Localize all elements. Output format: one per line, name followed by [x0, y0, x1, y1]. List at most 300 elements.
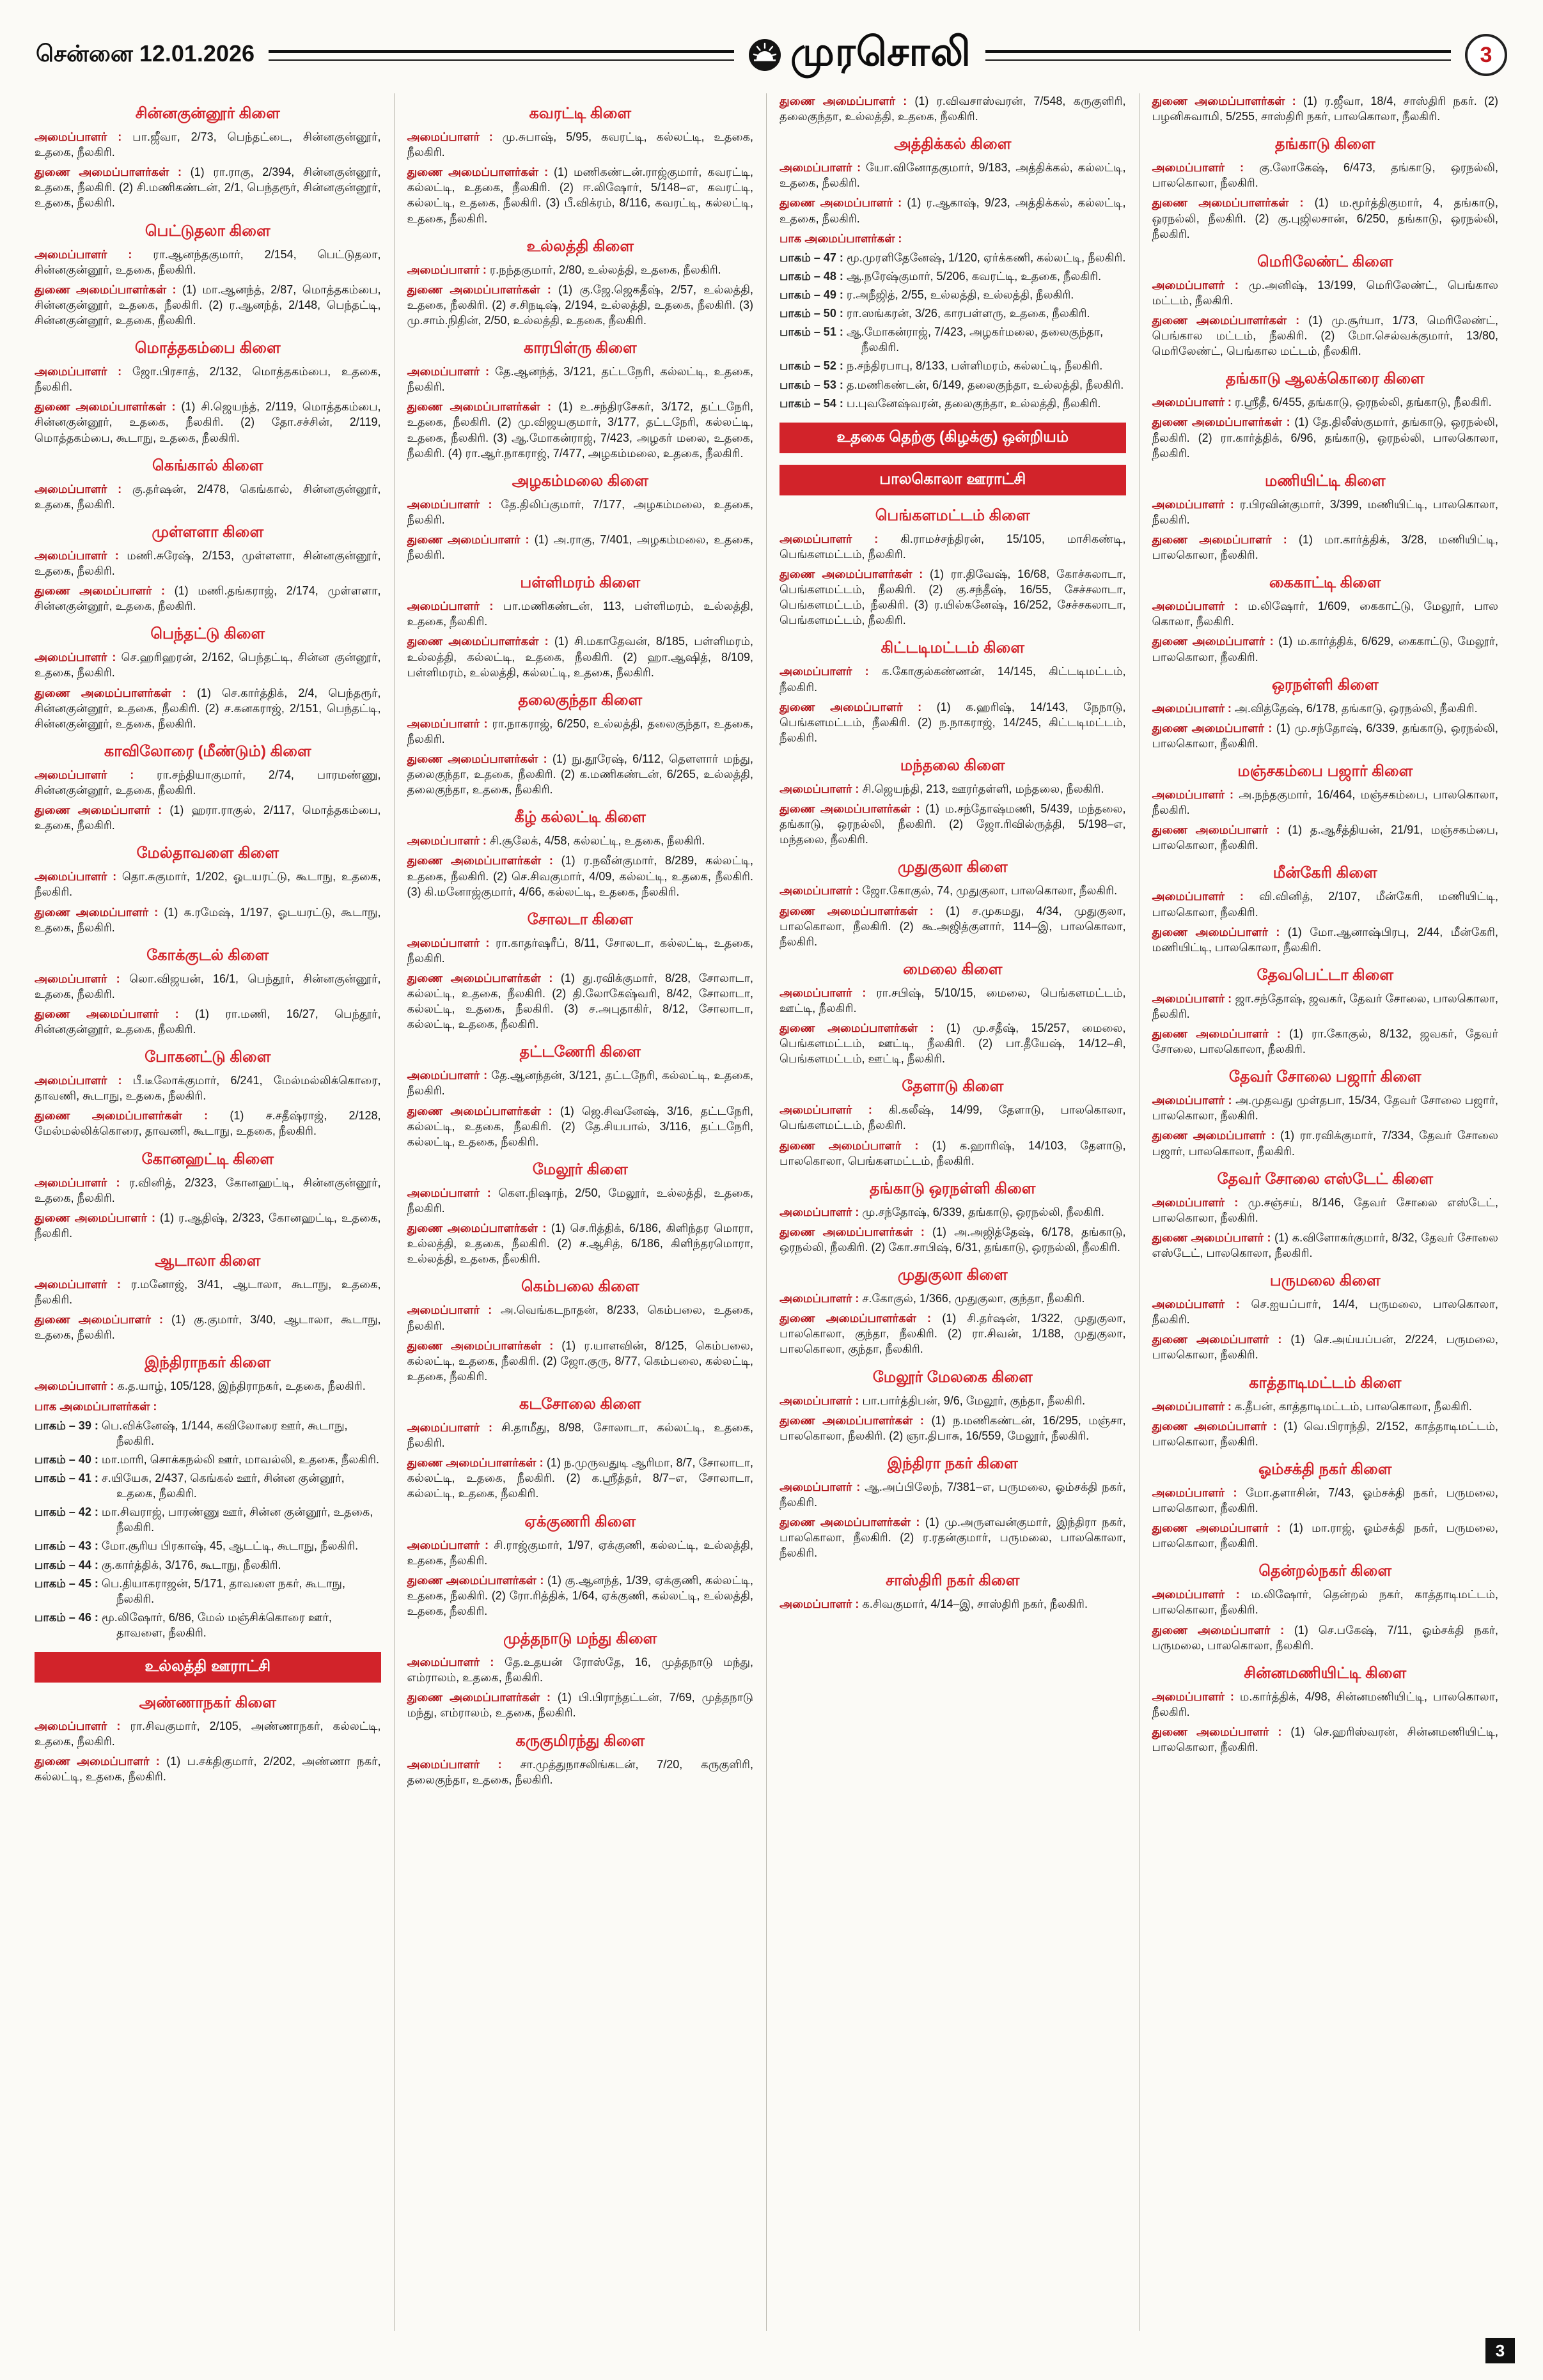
entry-paragraph: அமைப்பாளர் : மணி.சுரேஷ், 2/153, முள்ளளா, சின்னகுன்னூர், உதகை, நீலகிரி. — [35, 548, 381, 577]
entry-paragraph: துணை அமைப்பாளர் : (1) க.ஹாரிஷ், 14/103, தேளாடு, பாலகொலா, பெங்களமட்டம், நீலகிரி. — [779, 1139, 1126, 1167]
entry-label: அமைப்பாளர் : — [1152, 701, 1235, 715]
branch-heading: தேளாடு கிளை — [902, 1078, 1004, 1096]
branch-heading: கீழ் கல்லட்டி கிளை — [514, 809, 646, 827]
branch-heading: இந்திராநகர் கிளை — [145, 1354, 271, 1372]
entry-label: அமைப்பாளர் : — [779, 1598, 863, 1611]
entry-label: துணை அமைப்பாளர்கள் : — [407, 166, 554, 179]
branch-heading: அத்திக்கல் கிளை — [894, 136, 1012, 153]
entry-paragraph: அமைப்பாளர் : தே.ஆனந்தன், 3/121, தட்டநேரி, கல்லட்டி, உதகை, நீலகிரி. — [407, 1069, 753, 1098]
branch-heading: கோக்குடல் கிளை — [146, 946, 269, 964]
entry-label: அமைப்பாளர் : — [35, 130, 133, 143]
entry-label: அமைப்பாளர் : — [1152, 992, 1235, 1005]
part-label: பாகம் – 43 : — [35, 1539, 98, 1553]
entry-label: அமைப்பாளர் : — [779, 986, 877, 999]
entry-paragraph: அமைப்பாளர் : சி.ஜெயந்தி, 213, ஊரர்தள்ளி, மந்தலை, நீலகிரி. — [779, 782, 1104, 795]
entry-paragraph: அமைப்பாளர் : தே.உதயன் ரோஸ்தே, 16, முத்தநாடு மந்து, எம்ராலம், உதகை, நீலகிரி. — [407, 1656, 753, 1684]
entry-label: அமைப்பாளர் : — [779, 665, 882, 678]
entry-paragraph: துணை அமைப்பாளர் : (1) ம.கார்த்திக், 6/629, கைகாட்டு, மேலூர், பாலகொலா, நீலகிரி. — [1152, 635, 1498, 664]
entry-label: அமைப்பாளர் : — [35, 482, 132, 495]
entry-label: துணை அமைப்பாளர் : — [35, 1755, 167, 1768]
entry-paragraph: அமைப்பாளர் : ர.நந்தகுமார், 2/80, உல்லத்தி, உதகை, நீலகிரி. — [407, 263, 721, 276]
branch-heading: பருமலை கிளை — [1269, 1272, 1381, 1290]
entry-paragraph: அமைப்பாளர் : வி.வினித், 2/107, மீன்கேரி, மணியிட்டி, பாலகொலா, நீலகிரி. — [1152, 890, 1499, 919]
entry-paragraph: அமைப்பாளர் : தே.ஆனந்த், 3/121, தட்டநேரி, கல்லட்டி, உதகை, நீலகிரி. — [407, 365, 753, 394]
entry-paragraph: அமைப்பாளர் : கி.கலீஷ், 14/99, தேளாடு, பாலகொலா, பெங்களமட்டம், நீலகிரி. — [779, 1103, 1126, 1132]
entry-label: அமைப்பாளர் : — [407, 1538, 494, 1552]
entry-label: அமைப்பாளர் : — [1152, 278, 1249, 292]
entry-paragraph: அமைப்பாளர் : க.சிவகுமார், 4/14–இ, சாஸ்திரி நகர், நீலகிரி. — [779, 1598, 1088, 1611]
branch-heading: மெரிலேண்ட் கிளை — [1257, 253, 1393, 270]
entry-label: அமைப்பாளர் : — [1152, 1195, 1248, 1209]
branch-heading: தங்காடு கிளை — [1274, 136, 1375, 153]
entry-paragraph: துணை அமைப்பாளர் : (1) அ.ராகு, 7/401, அழகம்மலை, உதகை, நீலகிரி. — [407, 533, 753, 562]
entry-label: துணை அமைப்பாளர்கள் : — [35, 166, 191, 179]
entry-label: துணை அமைப்பாளர்கள் : — [407, 635, 554, 648]
entry-label: துணை அமைப்பாளர் : — [1152, 533, 1299, 546]
entry-label: துணை அமைப்பாளர் : — [1152, 823, 1288, 837]
entry-paragraph: அமைப்பாளர் : ரா.சபிஷ், 5/10/15, மைலை, பெங்களமட்டம், ஊட்டி, நீலகிரி. — [779, 986, 1126, 1015]
branch-heading: மொத்தகம்பை கிளை — [134, 339, 281, 357]
part-label: பாகம் – 48 : — [779, 269, 843, 283]
news-column-1 — [32, 93, 395, 2331]
entry-paragraph: அமைப்பாளர் : ரா.நாகராஜ், 6/250, உல்லத்தி, தலைகுந்தா, உதகை, நீலகிரி. — [407, 717, 753, 745]
entry-paragraph: துணை அமைப்பாளர்கள் : (1) ந.முருவதுடி ஆரிமா, 8/7, சோலாடா, கல்லட்டி, உதகை, நீலகிரி. (2) க.ஸ்ரீத்தர், 8/7–எ, சோலாடா, கல்லட்டி, உதகை, நீலகிரி. — [407, 1456, 753, 1500]
branch-heading: மணியிட்டி கிளை — [1264, 472, 1386, 490]
group-label-text: பாக அமைப்பாளர்கள் : — [779, 231, 902, 245]
branch-heading: தேவர் சோலை எஸ்டேட் கிளை — [1217, 1170, 1433, 1188]
entry-label: துணை அமைப்பாளர்கள் : — [407, 400, 559, 414]
entry-paragraph: துணை அமைப்பாளர்கள் : (1) ச.முகமது, 4/34, முதுகுலா, பாலகொலா, நீலகிரி. (2) கூ.அஜித்குளார், 114–இ, பாலகொலா, நீலகிரி. — [779, 904, 1126, 948]
branch-heading: மேலூர் மேலகை கிளை — [872, 1368, 1033, 1386]
entry-label: அமைப்பாளர் : — [407, 1186, 499, 1199]
entry-label: அமைப்பாளர் : — [779, 782, 863, 795]
branch-heading: தங்காடு ஆலக்கொரை கிளை — [1225, 370, 1425, 388]
entry-paragraph: அமைப்பாளர் : சி.தாமீது, 8/98, சோலாடா, கல்லட்டி, உதகை, நீலகிரி. — [407, 1421, 753, 1450]
branch-heading: ஓம்சக்தி நகர் கிளை — [1258, 1460, 1392, 1478]
entry-label: அமைப்பாளர் : — [1152, 890, 1259, 903]
entry-paragraph: துணை அமைப்பாளர்கள் : (1) ரா.ராகு, 2/394, சின்னகுன்னூர், உதகை, நீலகிரி. (2) சி.மணிகண்டன், 2/1, பெந்தரூர், சின்னகுன்னூர், உதகை, நீலகிரி. — [35, 166, 381, 210]
masthead-rule-left — [269, 50, 734, 61]
entry-paragraph: துணை அமைப்பாளர்கள் : (1) ம.மூர்த்திகுமார், 4, தங்காடு, ஒரநல்லி, நீலகிரி. (2) கு.புஜிலசான், 6/250, தங்காடு, ஒரநல்லி, நீலகிரி. — [1152, 196, 1498, 240]
entry-paragraph: துணை அமைப்பாளர்கள் : (1) நு.தூரேஷ், 6/112, தௌளார் மந்து, தலைகுந்தா, உதகை, நீலகிரி. (2) க.மணிகண்டன், 6/265, உல்லத்தி, தலைகுந்தா, உதகை, நீலகிரி. — [407, 752, 753, 797]
entry-paragraph: அமைப்பாளர் : ஆ.அப்பிலேந், 7/381–எ, பருமலை, ஓம்சக்தி நகர், நீலகிரி. — [779, 1480, 1126, 1509]
entry-label: துணை அமைப்பாளர்கள் : — [35, 1109, 230, 1123]
section-banner: உதகை தெற்கு (கிழக்கு) ஒன்றியம் — [779, 423, 1126, 453]
branch-heading: ஏக்குணரி கிளை — [524, 1513, 636, 1530]
entry-paragraph: அமைப்பாளர் : ஜோ.பிரசாத், 2/132, மொத்தகம்பை, உதகை, நீலகிரி. — [35, 365, 381, 394]
entry-label: துணை அமைப்பாளர்கள் : — [35, 283, 182, 296]
entry-label: அமைப்பாளர் : — [1152, 161, 1260, 175]
entry-label: துணை அமைப்பாளர் : — [35, 804, 170, 817]
entry-paragraph: துணை அமைப்பாளர்கள் : (1) ந.மணிகண்டன், 16/295, மஞ்சா, பாலகொலா, நீலகிரி. (2) ஞா.திபாசு, 16/559, மேலூர், நீலகிரி. — [779, 1413, 1126, 1442]
branch-heading: மைலை கிளை — [903, 960, 1003, 978]
entry-label: துணை அமைப்பாளர் : — [1152, 1129, 1281, 1142]
entry-label: துணை அமைப்பாளர் : — [1152, 1725, 1291, 1738]
news-column-2 — [395, 93, 767, 2331]
page-number-badge: 3 — [1465, 34, 1507, 76]
entry-label: அமைப்பாளர் : — [779, 1394, 863, 1407]
entry-label: துணை அமைப்பாளர்கள் : — [407, 854, 561, 867]
branch-heading: போகனட்டு கிளை — [145, 1048, 271, 1066]
entry-paragraph: துணை அமைப்பாளர் : (1) செ.பகேஷ், 7/11, ஓம்சக்தி நகர், பருமலை, பாலகொலா, நீலகிரி. — [1152, 1623, 1498, 1652]
part-entry: பாகம் – 42 : மா.சிவராஜ், பாரண்ணு ஊர், சின்ன குன்னூர், உதகை, நீலகிரி. — [35, 1505, 373, 1534]
entry-paragraph: துணை அமைப்பாளர் : (1) மா.கார்த்திக், 3/28, மணியிட்டி, பாலகொலா, நீலகிரி. — [1152, 533, 1498, 562]
part-label: பாகம் – 51 : — [779, 325, 843, 339]
entry-paragraph: அமைப்பாளர் : பா.மணிகண்டன், 113, பள்ளிமரம், உல்லத்தி, உதகை, நீலகிரி. — [407, 600, 753, 628]
part-label: பாகம் – 42 : — [35, 1505, 98, 1519]
entry-label: துணை அமைப்பாளர் : — [1152, 1419, 1283, 1433]
part-label: பாகம் – 46 : — [35, 1610, 98, 1624]
entry-paragraph: துணை அமைப்பாளர்கள் : (1) சி.ஜெயந்த், 2/119, மொத்தகம்பை, சின்னகுன்னூர், உதகை, நீலகிரி. (2) தோ.சச்சின், 2/119, மொத்தகம்பை, கூடாநு, உதகை, நீலகிரி. — [35, 400, 381, 444]
entry-label: அமைப்பாளர் : — [35, 1176, 129, 1189]
masthead — [0, 0, 1543, 89]
entry-label: அமைப்பாளர் : — [779, 1292, 863, 1305]
entry-label: துணை அமைப்பாளர்கள் : — [779, 1413, 932, 1427]
entry-label: துணை அமைப்பாளர்கள் : — [1152, 313, 1309, 327]
entry-paragraph: துணை அமைப்பாளர் : (1) வெ.பிராந்தி, 2/152, காத்தாடிமட்டம், பாலகொலா, நீலகிரி. — [1152, 1419, 1498, 1448]
section-banner: பாலகொலா ஊராட்சி — [779, 465, 1126, 495]
entry-label: அமைப்பாளர் : — [1152, 497, 1240, 511]
branch-heading: சின்னகுன்னூர் கிளை — [135, 105, 280, 122]
entry-paragraph: துணை அமைப்பாளர் : (1) க.ஹரிஷ், 14/143, நேநாடு, பெங்களமட்டம், நீலகிரி. (2) ந.நாகராஜ், 14/245, கிட்டடிமட்டம், நீலகிரி. — [779, 700, 1126, 744]
entry-paragraph: துணை அமைப்பாளர் : (1) ரா.மணி, 16/27, பெந்தூர், சின்னகுன்னூர், உதகை, நீலகிரி. — [35, 1007, 381, 1036]
entry-paragraph: துணை அமைப்பாளர் : (1) கு.குமார், 3/40, ஆடாலா, கூடாநு, உதகை, நீலகிரி. — [35, 1313, 381, 1342]
entry-paragraph: துணை அமைப்பாளர்கள் : (1) மு.சதீஷ், 15/257, மைலை, பெங்களமட்டம், ஊட்டி, நீலகிரி. (2) பா.தீயேஷ், 14/12–சி, பெங்களமட்டம், ஊட்டி, நீலகிரி. — [779, 1022, 1126, 1066]
part-label: பாகம் – 39 : — [35, 1419, 98, 1432]
entry-paragraph: அமைப்பாளர் : ம.லிஷோர், 1/609, கைகாட்டு, மேலூர், பால கொலா, நீலகிரி. — [1152, 600, 1498, 628]
paper-logo — [748, 29, 971, 81]
branch-heading: முத்தநாடு மந்து கிளை — [503, 1630, 657, 1648]
group-label — [779, 231, 1126, 246]
entry-paragraph: அமைப்பாளர் : அ.நந்தகுமார், 16/464, மஞ்சகம்பை, பாலகொலா, நீலகிரி. — [1152, 788, 1498, 817]
entry-label: துணை அமைப்பாளர்கள் : — [1152, 416, 1295, 429]
entry-label: அமைப்பாளர் : — [1152, 396, 1235, 409]
entry-label: துணை அமைப்பாளர் : — [1152, 1521, 1289, 1535]
entry-paragraph: அமைப்பாளர் : மோ.தளாசின், 7/43, ஓம்சக்தி நகர், பருமலை, பாலகொலா, நீலகிரி. — [1152, 1486, 1499, 1515]
entry-label: அமைப்பாளர் : — [407, 1303, 501, 1317]
entry-paragraph: அமைப்பாளர் : ர.மனோஜ், 3/41, ஆடாலா, கூடாநு, உதகை, நீலகிரி. — [35, 1278, 381, 1307]
entry-label: துணை அமைப்பாளர் : — [35, 1211, 160, 1224]
entry-label: அமைப்பாளர் : — [35, 768, 157, 781]
entry-label: துணை அமைப்பாளர் : — [35, 1007, 196, 1020]
entry-label: அமைப்பாளர் : — [35, 548, 127, 562]
entry-paragraph: அமைப்பாளர் : மு.சஞ்சய், 8/146, தேவர் சோலை எஸ்டேட், பாலகொலா, நீலகிரி. — [1152, 1195, 1498, 1224]
entry-paragraph: அமைப்பாளர் : கௌ.நிஷாந், 2/50, மேலூர், உல்லத்தி, உதகை, நீலகிரி. — [407, 1186, 753, 1215]
entry-label: துணை அமைப்பாளர் : — [1152, 1623, 1294, 1637]
entry-label: துணை அமைப்பாளர் : — [1152, 721, 1276, 735]
entry-label: அமைப்பாளர் : — [407, 936, 496, 949]
entry-paragraph: அமைப்பாளர் : சா.முத்துநாசலிங்கடன், 7/20, கருகுளிரி, தலைகுந்தா, உதகை, நீலகிரி. — [407, 1757, 753, 1786]
entry-paragraph: துணை அமைப்பாளர் : (1) ர.ஆகாஷ், 9/23, அத்திக்கல், கல்லட்டி, உதகை, நீலகிரி. — [779, 196, 1126, 225]
entry-label: துணை அமைப்பாளர் : — [779, 196, 907, 210]
entry-label: அமைப்பாளர் : — [35, 247, 153, 261]
branch-heading: கடசோலை கிளை — [519, 1396, 641, 1413]
entry-label: அமைப்பாளர் : — [407, 497, 501, 511]
branch-heading: பெந்தட்டு கிளை — [150, 625, 265, 643]
entry-paragraph: அமைப்பாளர் : மு.சந்தோஷ், 6/339, தங்காடு, ஒரநல்லி, நீலகிரி. — [779, 1205, 1104, 1218]
entry-label: அமைப்பாளர் : — [779, 161, 866, 175]
entry-paragraph: அமைப்பாளர் : சி.ராஜ்குமார், 1/97, ஏக்குணி, கல்லட்டி, உல்லத்தி, உதகை, நீலகிரி. — [407, 1538, 753, 1567]
entry-paragraph: துணை அமைப்பாளர்கள் : (1) கு.ஜே.ஜெகதீஷ், 2/57, உல்லத்தி, உதகை, நீலகிரி. (2) ச.சிநடிஷ், 2/194, உல்லத்தி, உதகை, நீலகிரி. (3) மு.சாம்.நிதின், 2/50, உல்லத்தி, உதகை, நீலகிரி. — [407, 283, 753, 327]
entry-label: துணை அமைப்பாளர்கள் : — [407, 1222, 551, 1235]
section-banner: உல்லத்தி ஊராட்சி — [35, 1652, 381, 1683]
entry-label: துணை அமைப்பாளர்கள் : — [35, 686, 197, 699]
part-label: பாகம் – 53 : — [779, 378, 843, 391]
entry-label: அமைப்பாளர் : — [35, 870, 122, 883]
part-label: பாகம் – 45 : — [35, 1576, 98, 1590]
entry-paragraph: அமைப்பாளர் : யோ.வினோதகுமார், 9/183, அத்திக்கல், கல்லட்டி, உதகை, நீலகிரி. — [779, 161, 1126, 190]
entry-paragraph: அமைப்பாளர் : செ.ஐயப்பார், 14/4, பருமலை, பாலகொலா, நீலகிரி. — [1152, 1298, 1499, 1326]
entry-paragraph: துணை அமைப்பாளர்கள் : (1) மணிகண்டன்.ராஜ்குமார், கவரட்டி, கல்லட்டி, உதகை, நீலகிரி. (2) ஈ.லிஷோர், 5/148–எ, கவரட்டி, கல்லட்டி, உதகை, நீலகிரி. (3) பீ.விக்ரம், 8/116, கவரட்டி, கல்லட்டி, உதகை, நீலகிரி. — [407, 166, 753, 225]
branch-heading: இந்திரா நகர் கிளை — [887, 1454, 1018, 1472]
entry-label: துணை அமைப்பாளர் : — [407, 533, 535, 546]
branch-heading: தங்காடு ஒரநள்ளி கிளை — [870, 1179, 1036, 1197]
news-column-4 — [1140, 93, 1512, 2331]
entry-label: அமைப்பாளர் : — [407, 834, 490, 848]
part-label: பாகம் – 50 : — [779, 307, 843, 320]
branch-heading: கெம்பலை கிளை — [521, 1278, 639, 1296]
entry-label: அமைப்பாளர் : — [1152, 1690, 1240, 1703]
entry-label: அமைப்பாளர் : — [407, 1421, 502, 1435]
entry-paragraph: அமைப்பாளர் : ஜோ.கோகுல், 74, முதுகுலா, பாலகொலா, நீலகிரி. — [779, 884, 1118, 898]
entry-label: துணை அமைப்பாளர் : — [779, 1139, 932, 1152]
dateline: சென்னை 12.01.2026 — [36, 40, 255, 66]
entry-paragraph: அமைப்பாளர் : ர.பிரவின்குமார், 3/399, மணியிட்டி, பாலகொலா, நீலகிரி. — [1152, 497, 1498, 526]
entry-paragraph: அமைப்பாளர் : அ.வித்தேஷ், 6/178, தங்காடு, ஒரநல்லி, நீலகிரி. — [1152, 701, 1478, 715]
entry-label: அமைப்பாளர் : — [1152, 1094, 1236, 1107]
entry-paragraph: துணை அமைப்பாளர் : (1) சு.ரமேஷ், 1/197, ஓடயரட்டு, கூடாநு, உதகை, நீலகிரி. — [35, 905, 381, 934]
part-label: பாகம் – 49 : — [779, 288, 843, 301]
branch-heading: கிட்டடிமட்டம் கிளை — [881, 639, 1024, 657]
paper-title: முரசொலி — [790, 30, 972, 74]
entry-paragraph: அமைப்பாளர் : மு.அனிஷ், 13/199, மெரிலேண்ட், பெங்கால மட்டம், நீலகிரி. — [1152, 278, 1499, 307]
part-entry: பாகம் – 46 : மூ.லிஷோர், 6/86, மேல் மஞ்சிக்கொரை ஊர், தாவளை, நீலகிரி. — [35, 1610, 332, 1639]
part-entry: பாகம் – 40 : மா.மாரி, சொக்கநல்லி ஊர், மாவல்லி, உதகை, நீலகிரி. — [35, 1452, 380, 1466]
branch-heading: தேவர் சோலை பஜார் கிளை — [1228, 1068, 1422, 1086]
entry-paragraph: அமைப்பாளர் : கி.ராமச்சந்திரன், 15/105, மாசிகண்டி, பெங்களமட்டம், நீலகிரி. — [779, 532, 1126, 561]
entry-paragraph: அமைப்பாளர் : கு.தர்ஷன், 2/478, கெங்கால், சின்னகுன்னூர், உதகை, நீலகிரி. — [35, 482, 381, 511]
entry-label: துணை அமைப்பாளர்கள் : — [779, 802, 926, 816]
part-entry: பாகம் – 49 : ர.அநீஜித், 2/55, உல்லத்தி, உல்லத்தி, நீலகிரி. — [779, 288, 1074, 301]
entry-paragraph: அமைப்பாளர் : ம.கார்த்திக், 4/98, சின்னமணியிட்டி, பாலகொலா, நீலகிரி. — [1152, 1690, 1499, 1718]
entry-paragraph: அமைப்பாளர் : சி.சூலேக், 4/58, கல்லட்டி, உதகை, நீலகிரி. — [407, 834, 705, 848]
entry-paragraph: துணை அமைப்பாளர் : (1) மணி.தங்கராஜ், 2/174, முள்ளளா, சின்னகுன்னூர், உதகை, நீலகிரி. — [35, 584, 381, 613]
part-entry: பாகம் – 47 : மூ.முரளிதேனேஷ், 1/120, ஏர்க்கணி, கல்லட்டி, நீலகிரி. — [779, 251, 1126, 264]
entry-paragraph: துணை அமைப்பாளர்கள் : (1) தே.திலீஸ்குமார், தங்காடு, ஒரநல்லி, நீலகிரி. (2) ரா.கார்த்திக், 6/96, தங்காடு, ஒரநல்லி, பாலகொலா, நீலகிரி. — [1152, 416, 1498, 460]
entry-paragraph: துணை அமைப்பாளர்கள் : (1) ர.நவீன்குமார், 8/289, கல்லட்டி, உதகை, நீலகிரி. (2) செ.சிவகுமார், 4/09, கல்லட்டி, உதகை, நீலகிரி. (3) கி.மனோஜ்குமார், 4/66, கல்லட்டி, உதகை, நீலகிரி. — [407, 854, 753, 898]
entry-paragraph: துணை அமைப்பாளர்கள் : (1) ர.ஜீவா, 18/4, சாஸ்திரி நகர். (2) பழனிசுவாமி, 5/255, சாஸ்திரி நகர், பாலகொலா, நீலகிரி. — [1152, 95, 1498, 123]
branch-heading: ஆடாலா கிளை — [155, 1252, 261, 1270]
entry-label: துணை அமைப்பாளர் : — [1152, 635, 1279, 648]
branch-heading: தேவபெட்டா கிளை — [1257, 966, 1394, 984]
branch-heading: காத்தாடிமட்டம் கிளை — [1249, 1374, 1402, 1392]
part-label: பாகம் – 40 : — [35, 1452, 98, 1466]
entry-label: அமைப்பாளர் : — [1152, 1588, 1251, 1601]
entry-label: அமைப்பாளர் : — [1152, 788, 1239, 801]
entry-label: அமைப்பாளர் : — [779, 884, 863, 898]
entry-label: துணை அமைப்பாளர் : — [779, 95, 915, 107]
entry-paragraph: துணை அமைப்பாளர்கள் : (1) சி.தர்ஷன், 1/322, முதுகுலா, பாலகொலா, குந்தா, நீலகிரி. (2) ரா.சிவன், 1/188, முதுகுலா, பாலகொலா, குந்தா, நீலகிரி. — [779, 1312, 1126, 1356]
masthead-rule-right — [985, 50, 1451, 61]
branch-heading: சாஸ்திரி நகர் கிளை — [886, 1572, 1020, 1590]
entry-label: அமைப்பாளர் : — [779, 1205, 863, 1218]
entry-label: துணை அமைப்பாளர் : — [779, 700, 937, 713]
part-entry: பாகம் – 52 : ந.சந்திரபாபு, 8/133, பள்ளிமரம், கல்லட்டி, நீலகிரி. — [779, 359, 1103, 373]
entry-paragraph: துணை அமைப்பாளர்கள் : (1) ஜெ.சிவனேஷ், 3/16, தட்டநேரி, கல்லட்டி, உதகை, நீலகிரி. (2) தே.சியபால், 3/116, தட்டநேரி, கல்லட்டி, உதகை, நீலகிரி. — [407, 1104, 753, 1148]
part-entry: பாகம் – 39 : பெ.விக்னேஷ், 1/144, கவிலோரை ஊர், கூடாநு, நீலகிரி. — [35, 1419, 348, 1447]
part-label: பாகம் – 41 : — [35, 1472, 98, 1485]
entry-paragraph: அமைப்பாளர் : செ.ஹரிஹரன், 2/162, பெந்தட்டி, சின்ன குன்னூர், உதகை, நீலகிரி. — [35, 651, 381, 680]
entry-paragraph: துணை அமைப்பாளர்கள் : (1) மா.ஆனந்த், 2/87, மொத்தகம்பை, சின்னகுன்னூர், உதகை, நீலகிரி. (2) ர.ஆனந்த், 2/148, பெந்தட்டி, சின்னகுன்னூர், உதகை, நீலகிரி. — [35, 283, 381, 327]
entry-paragraph: அமைப்பாளர் : க.த.யாழ், 105/128, இந்திராநகர், உதகை, நீலகிரி. — [35, 1380, 366, 1393]
part-entry: பாகம் – 53 : த.மணிகண்டன், 6/149, தலைகுந்தா, உல்லத்தி, நீலகிரி. — [779, 378, 1124, 391]
branch-heading: மேல்தாவளை கிளை — [136, 844, 279, 862]
entry-label: அமைப்பாளர் : — [35, 972, 129, 985]
part-entry: பாகம் – 50 : ரா.ஸங்கரன், 3/26, காரபள்ளரு, உதகை, நீலகிரி. — [779, 307, 1090, 320]
branch-heading: கைகாட்டி கிளை — [1269, 574, 1381, 592]
entry-paragraph: அமைப்பாளர் : க.தீபன், காத்தாடிமட்டம், பாலகொலா, நீலகிரி. — [1152, 1399, 1472, 1413]
part-label: பாகம் – 54 : — [779, 396, 843, 410]
entry-paragraph: அமைப்பாளர் : ர.ஸ்ரீதீ, 6/455, தங்காடு, ஒரநல்லி, தங்காடு, நீலகிரி. — [1152, 396, 1492, 409]
branch-heading: மந்தலை கிளை — [900, 756, 1005, 774]
entry-paragraph: துணை அமைப்பாளர்கள் : (1) கு.ஆனந்த், 1/39, ஏக்குணி, கல்லட்டி, உதகை, நீலகிரி. (2) ரோ.ரித்திக், 1/64, ஏக்குணி, கல்லட்டி, உல்லத்தி, உதகை, நீலகிரி. — [407, 1573, 753, 1617]
entry-label: துணை அமைப்பாளர்கள் : — [779, 1225, 932, 1238]
group-label-text: பாக அமைப்பாளர்கள் : — [35, 1399, 157, 1413]
entry-paragraph: துணை அமைப்பாளர் : (1) ர.ஆதிஷ், 2/323, கோனஹட்டி, உதகை, நீலகிரி. — [35, 1211, 381, 1240]
entry-paragraph: அமைப்பாளர் : அ.வெங்கடநாதன், 8/233, கெம்பலை, உதகை, நீலகிரி. — [407, 1303, 754, 1332]
branch-heading: கோனஹட்டி கிளை — [141, 1150, 274, 1168]
entry-paragraph: துணை அமைப்பாளர் : (1) மோ.ஆனாஷ்பிரபு, 2/44, மீன்கேரி, மணியிட்டி, பாலகொலா, நீலகிரி. — [1152, 925, 1499, 954]
entry-paragraph: துணை அமைப்பாளர்கள் : (1) அ.அஜித்தேஷ், 6/178, தங்காடு, ஒரநல்லி, நீலகிரி. (2) கோ.சாபிஷ், 6/31, தங்காடு, ஒரநல்லி, நீலகிரி. — [779, 1225, 1126, 1254]
news-column-3 — [767, 93, 1140, 2331]
entry-paragraph: அமைப்பாளர் : ர.வினித், 2/323, கோனஹட்டி, சின்னகுன்னூர், உதகை, நீலகிரி. — [35, 1176, 381, 1204]
entry-label: துணை அமைப்பாளர் : — [1152, 925, 1288, 938]
entry-label: அமைப்பாளர் : — [35, 1278, 131, 1291]
entry-paragraph: துணை அமைப்பாளர் : (1) க.விளோகர்குமார், 8/32, தேவர் சோலை எஸ்டேட், பாலகொலா, நீலகிரி. — [1152, 1231, 1499, 1260]
entry-label: துணை அமைப்பாளர் : — [35, 584, 175, 598]
entry-paragraph: துணை அமைப்பாளர்கள் : (1) செ.ரித்திக், 6/186, கிளிந்தர மொரா, உல்லத்தி, உதகை, நீலகிரி. (2) ச.ஆசித், 6/186, கிளிந்தரமொரா, உல்லத்தி, உதகை, நீலகிரி. — [407, 1222, 753, 1266]
part-entry: பாகம் – 45 : பெ.தியாகராஜன், 5/171, தாவளை நகர், கூடாநு, நீலகிரி. — [35, 1576, 345, 1605]
branch-heading: முதுகுலா கிளை — [897, 1266, 1008, 1284]
entry-label: அமைப்பாளர் : — [407, 365, 496, 378]
entry-paragraph: துணை அமைப்பாளர்கள் : (1) மு.சூர்யா, 1/73, மெரிலேண்ட், பெங்கால மட்டம், நீலகிரி. (2) மோ.செல்வக்குமார், 13/80, மெரிலேண்ட், பெங்கால மட்டம், நீலகிரி. — [1152, 313, 1498, 358]
entry-label: அமைப்பாளர் : — [1152, 600, 1248, 613]
entry-label: அமைப்பாளர் : — [407, 717, 492, 730]
entry-paragraph: துணை அமைப்பாளர்கள் : (1) து.ரவிக்குமார், 8/28, சோலாடா, கல்லட்டி, உதகை, நீலகிரி. (2) தி.லோகேஷ்வரி, 8/42, சோலாடா, கல்லட்டி, உதகை, நீலகிரி. (3) ச.அபுதாகிர், 8/12, சோலாடா, கல்லட்டி, உதகை, நீலகிரி. — [407, 971, 753, 1031]
entry-label: அமைப்பாளர் : — [407, 1757, 521, 1771]
branch-heading: முதுகுலா கிளை — [897, 859, 1008, 876]
branch-heading: சின்னமணியிட்டி கிளை — [1244, 1664, 1407, 1682]
entry-paragraph: அமைப்பாளர் : பா.ஜீவா, 2/73, பெந்தட்டை, சின்னகுன்னூர், உதகை, நீலகிரி. — [35, 130, 381, 159]
entry-label: துணை அமைப்பாளர்கள் : — [779, 1312, 943, 1325]
part-label: பாகம் – 44 : — [35, 1558, 98, 1571]
entry-paragraph: துணை அமைப்பாளர் : (1) ரா.கோகுல், 8/132, ஜவகர், தேவர் சோலை, பாலகொலா, நீலகிரி. — [1152, 1027, 1498, 1056]
branch-heading: பள்ளிமரம் கிளை — [520, 574, 641, 592]
part-entry: பாகம் – 48 : ஆ.நரேஷ்குமார், 5/206, கவரட்டி, உதகை, நீலகிரி. — [779, 269, 1102, 283]
entry-label: துணை அமைப்பாளர்கள் : — [779, 904, 946, 917]
entry-paragraph: துணை அமைப்பாளர் : (1) மா.ராஜ், ஓம்சக்தி நகர், பருமலை, பாலகொலா, நீலகிரி. — [1152, 1521, 1498, 1550]
branch-heading: மஞ்சகம்பை பஜார் கிளை — [1237, 762, 1413, 780]
branch-heading: பெங்களமட்டம் கிளை — [875, 506, 1030, 524]
part-entry: பாகம் – 44 : கு.கார்த்திக், 3/176, கூடாநு, நீலகிரி. — [35, 1558, 281, 1571]
branch-heading: காவிலோரை (மீண்டும்) கிளை — [104, 742, 311, 760]
entry-label: அமைப்பாளர் : — [35, 651, 121, 664]
entry-label: துணை அமைப்பாளர்கள் : — [407, 971, 561, 984]
entry-paragraph: துணை அமைப்பாளர் : (1) த.ஆசீத்தியன், 21/91, மஞ்சகம்பை, பாலகொலா, நீலகிரி. — [1152, 823, 1498, 852]
entry-label: துணை அமைப்பாளர்கள் : — [407, 1573, 547, 1587]
entry-label: துணை அமைப்பாளர் : — [1152, 1231, 1275, 1244]
entry-label: துணை அமைப்பாளர்கள் : — [35, 400, 182, 414]
entry-label: அமைப்பாளர் : — [35, 1720, 130, 1733]
entry-label: துணை அமைப்பாளர்கள் : — [407, 1691, 558, 1704]
entry-label: அமைப்பாளர் : — [407, 600, 503, 613]
part-label: பாகம் – 47 : — [779, 251, 843, 264]
columns — [32, 93, 1511, 2331]
entry-label: அமைப்பாளர் : — [779, 1103, 889, 1117]
branch-heading: கவரட்டி கிளை — [529, 105, 632, 122]
entry-paragraph: அமைப்பாளர் : ஜா.சந்தோஷ், ஜவகர், தேவர் சோலை, பாலகொலா, நீலகிரி. — [1152, 992, 1498, 1020]
entry-paragraph: அமைப்பாளர் : ரா.சிவகுமார், 2/105, அண்ணாநகர், கல்லட்டி, உதகை, நீலகிரி. — [35, 1720, 381, 1748]
entry-label: துணை அமைப்பாளர்கள் : — [1152, 95, 1303, 107]
entry-label: துணை அமைப்பாளர்கள் : — [1152, 196, 1315, 210]
entry-label: துணை அமைப்பாளர் : — [35, 905, 164, 919]
entry-label: அமைப்பாளர் : — [1152, 1399, 1235, 1413]
entry-paragraph: துணை அமைப்பாளர்கள் : (1) ரா.திவேஷ், 16/68, கோச்சுலாடா, பெங்களமட்டம், நீலகிரி. (2) கு.சந்தீஷ், 16/55, சேச்சலாடா, பெங்களமட்டம், நீலகிரி. (3) ர.யில்கனேஷ், 16/252, சேச்சகலாடா, பெங்களமட்டம், நீலகிரி. — [779, 567, 1126, 627]
entry-paragraph: துணை அமைப்பாளர்கள் : (1) ம.சந்தோஷ்மணி, 5/439, மந்தலை, தங்காடு, ஒரநல்லி, நீலகிரி. (2) ஜோ.ரிவில்ருத்தி, 5/198–எ, மந்தலை, நீலகிரி. — [779, 802, 1126, 846]
entry-paragraph: அமைப்பாளர் : ரா.சந்தியாகுமார், 2/74, பாரமண்ணு, சின்னகுன்னூர், உதகை, நீலகிரி. — [35, 768, 381, 797]
entry-label: அமைப்பாளர் : — [407, 130, 503, 143]
entry-paragraph: அமைப்பாளர் : ச.கோகுல், 1/366, முதுகுலா, குந்தா, நீலகிரி. — [779, 1292, 1085, 1305]
entry-paragraph: துணை அமைப்பாளர் : (1) செ.ஹரிஸ்வரன், சின்னமணியிட்டி, பாலகொலா, நீலகிரி. — [1152, 1725, 1499, 1754]
entry-paragraph: அமைப்பாளர் : பா.பார்த்திபன், 9/6, மேலூர், குந்தா, நீலகிரி. — [779, 1394, 1086, 1407]
murasoli-rising-sun-icon — [748, 38, 781, 72]
part-entry: பாகம் – 41 : ச.யியேசு, 2/437, கெங்கல் ஊர், சின்ன குன்னூர், உதகை, நீலகிரி. — [35, 1472, 345, 1500]
entry-paragraph: துணை அமைப்பாளர் : (1) ரா.ரவிக்குமார், 7/334, தேவர் சோலை பஜார், பாலகொலா, நீலகிரி. — [1152, 1129, 1498, 1158]
entry-label: துணை அமைப்பாளர்கள் : — [407, 1104, 560, 1117]
entry-label: துணை அமைப்பாளர் : — [1152, 1027, 1289, 1041]
entry-paragraph: அமைப்பாளர் : மு.சுபாஷ், 5/95, கவரட்டி, கல்லட்டி, உதகை, நீலகிரி. — [407, 130, 754, 159]
entry-paragraph: துணை அமைப்பாளர் : (1) செ.அய்யப்பன், 2/224, பருமலை, பாலகொலா, நீலகிரி. — [1152, 1333, 1498, 1362]
branch-heading: மீன்கேரி கிளை — [1273, 864, 1377, 882]
entry-label: அமைப்பாளர் : — [35, 1074, 133, 1087]
branch-heading: அழகம்மலை கிளை — [512, 472, 648, 490]
part-entry: பாகம் – 54 : ப.புவனேஷ்வரன், தலைகுந்தா, உல்லத்தி, நீலகிரி. — [779, 396, 1101, 410]
entry-paragraph: துணை அமைப்பாளர்கள் : (1) உ.சந்திரசேகர், 3/172, தட்டநேரி, உதகை, நீலகிரி. (2) மு.விஜயகுமார், 3/177, தட்டநேரி, கல்லட்டி, உதகை, நீலகிரி. (3) ஆ.மோகன்ராஜ், 7/423, அழகர் மலை, உதகை, நீலகிரி. (4) ரா.ஆர்.நாகராஜ், 7/477, அழகம்மலை, உதகை, நீலகிரி. — [407, 400, 753, 460]
entry-label: அமைப்பாளர் : — [1152, 1298, 1251, 1311]
branch-heading: தட்டணேரி கிளை — [519, 1043, 641, 1061]
branch-heading: கெங்கால் கிளை — [152, 456, 263, 474]
entry-label: துணை அமைப்பாளர்கள் : — [407, 1339, 562, 1352]
entry-label: அமைப்பாளர் : — [407, 1656, 505, 1669]
entry-paragraph: அமைப்பாளர் : லொ.விஜயன், 16/1, பெந்தூர், சின்னகுன்னூர், உதகை, நீலகிரி. — [35, 972, 381, 1000]
branch-heading: உல்லத்தி கிளை — [526, 237, 634, 255]
branch-heading: காரபிள்ரு கிளை — [523, 339, 637, 357]
part-label: பாகம் – 52 : — [779, 359, 843, 373]
entry-label: துணை அமைப்பாளர்கள் : — [779, 567, 930, 580]
entry-paragraph: அமைப்பாளர் : ம.லிஷோர், தென்றல் நகர், காத்தாடிமட்டம், பாலகொலா, நீலகிரி. — [1152, 1588, 1498, 1617]
branch-heading: கருகுமிரந்து கிளை — [515, 1732, 645, 1750]
entry-paragraph: துணை அமைப்பாளர் : (1) மு.சந்தோஷ், 6/339, தங்காடு, ஒரநல்லி, பாலகொலா, நீலகிரி. — [1152, 721, 1499, 750]
entry-paragraph: துணை அமைப்பாளர்கள் : (1) சி.மகாதேவன், 8/185, பள்ளிமரம், உல்லத்தி, கல்லட்டி, உதகை, நீலகிரி. (2) ஹா.ஆஷித், 8/109, பள்ளிமரம், உல்லத்தி, கல்லட்டி, உதகை, நீலகிரி. — [407, 635, 753, 679]
branch-heading: முள்ளளா கிளை — [152, 523, 264, 541]
branch-heading: ஒரநள்ளி கிளை — [1271, 676, 1379, 694]
entry-paragraph: துணை அமைப்பாளர் : (1) ஹரா.ராகுல், 2/117, மொத்தகம்பை, உதகை, நீலகிரி. — [35, 804, 381, 832]
entry-paragraph: அமைப்பாளர் : தொ.சுகுமார், 1/202, ஓடயரட்டு, கூடாநு, உதகை, நீலகிரி. — [35, 870, 381, 899]
entry-paragraph: அமைப்பாளர் : க.கோகுல்கண்ணன், 14/145, கிட்டடிமட்டம், நீலகிரி. — [779, 665, 1126, 694]
entry-paragraph: துணை அமைப்பாளர்கள் : (1) ர.யாளவின், 8/125, கெம்பலை, கல்லட்டி, உதகை, நீலகிரி. (2) ஜோ.குரு, 8/77, கெம்பலை, கல்லட்டி, உதகை, நீலகிரி. — [407, 1339, 753, 1383]
entry-label: துணை அமைப்பாளர் : — [1152, 1333, 1291, 1346]
footer-page-number: 3 — [1485, 2338, 1515, 2363]
